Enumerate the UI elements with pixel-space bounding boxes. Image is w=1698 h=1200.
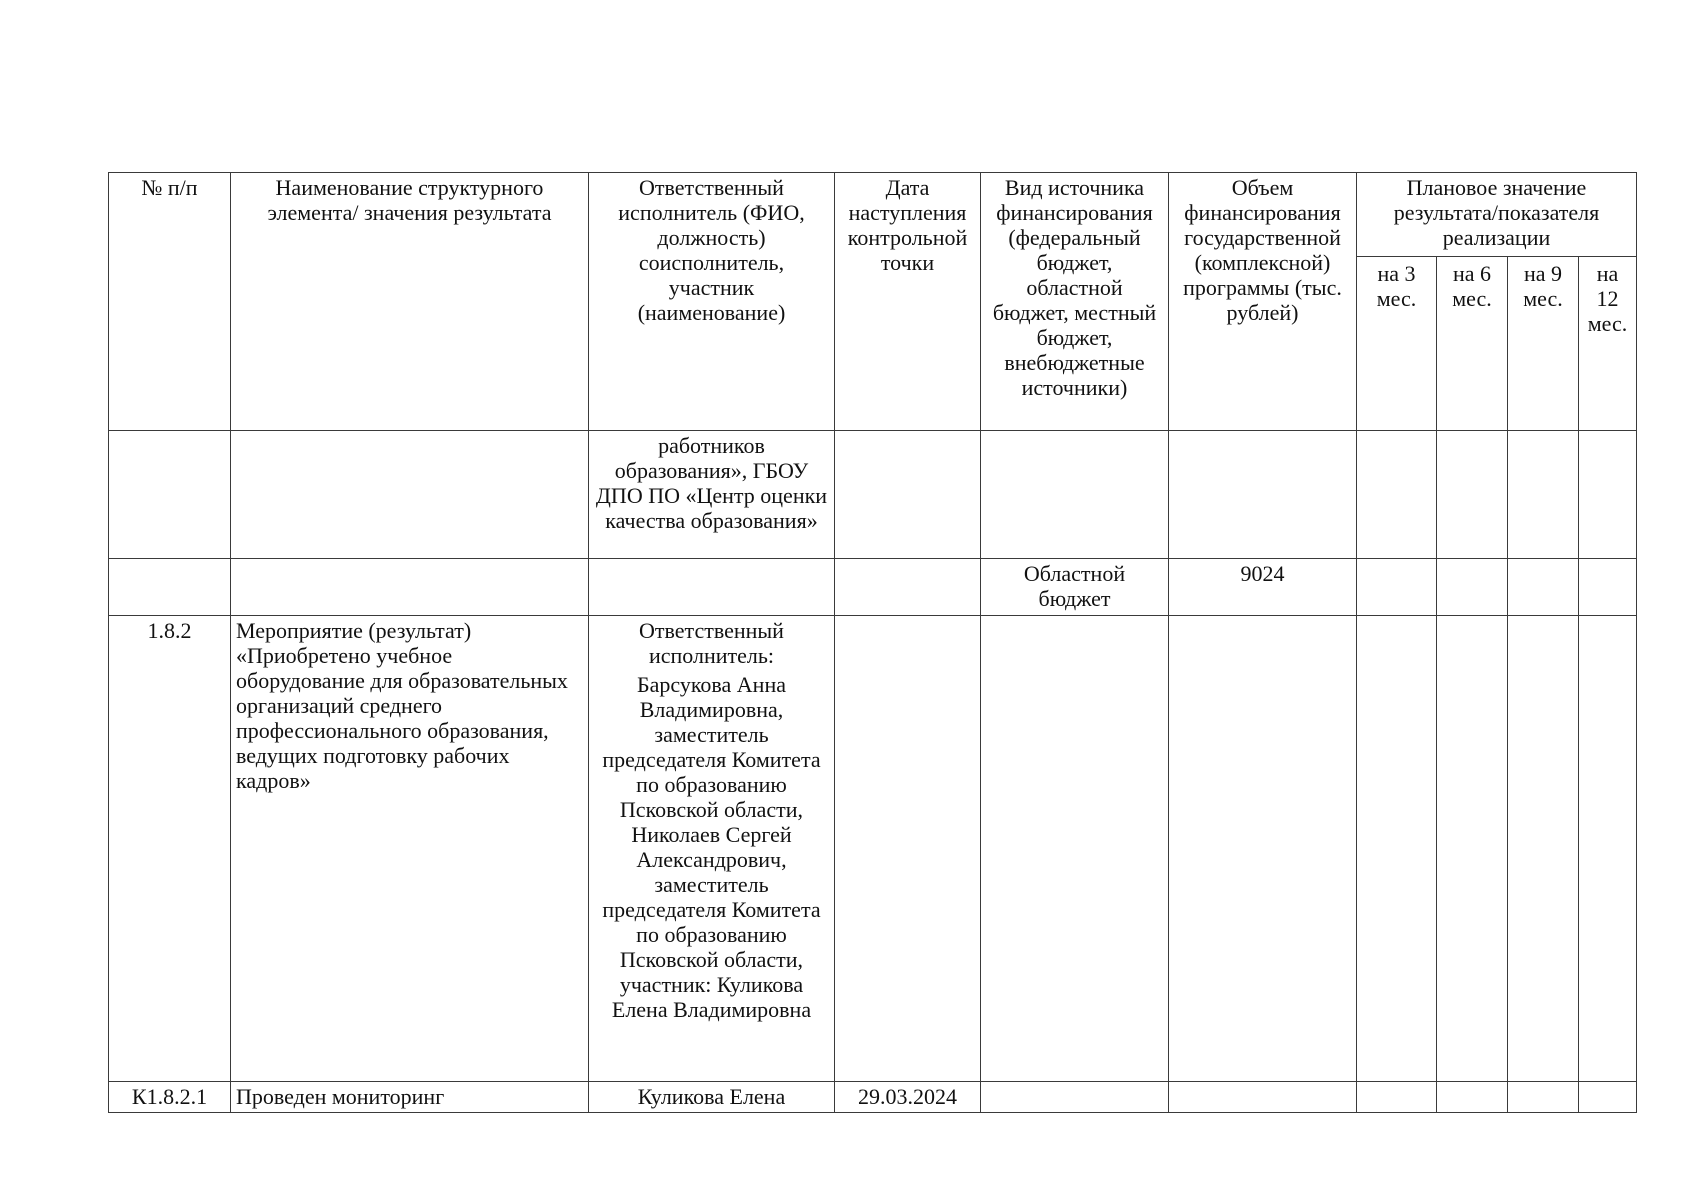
header-month-12: на 12 мес. [1579,257,1637,431]
header-responsible: Ответственный исполнитель (ФИО, должность) соисполнитель, участник (наименование) [589,173,835,431]
cell-num: К1.8.2.1 [109,1082,231,1113]
header-month-3: на 3 мес. [1357,257,1437,431]
header-row [109,173,1637,257]
cell-m12 [1579,559,1637,616]
cell-m12 [1579,616,1637,1082]
cell-m12 [1579,431,1637,559]
table-row [109,616,1637,1082]
header-num: № п/п [109,173,231,431]
cell-responsible: Куликова Елена [589,1082,835,1113]
cell-name: Проведен мониторинг [231,1082,589,1113]
header-date: Дата наступления контрольной точки [835,173,981,431]
cell-m6 [1437,431,1508,559]
cell-m6 [1437,616,1508,1082]
cell-m6 [1437,559,1508,616]
cell-volume [1169,1082,1357,1113]
header-month-9: на 9 мес. [1508,257,1579,431]
cell-volume [1169,616,1357,1082]
cell-m3 [1357,616,1437,1082]
cell-m6 [1437,1082,1508,1113]
table-row [109,431,1637,559]
cell-source [981,616,1169,1082]
cell-m3 [1357,1082,1437,1113]
cell-source: Областной бюджет [981,559,1169,616]
cell-date: 29.03.2024 [835,1082,981,1113]
header-source: Вид источника финансирования (федеральный бюджет, областной бюджет, местный бюджет, внебюджетные источники) [981,173,1169,431]
header-month-6: на 6 мес. [1437,257,1508,431]
header-name: Наименование структурного элемента/ значения результата [231,173,589,431]
header-planned: Плановое значение результата/показателя реализации [1357,173,1637,257]
cell-date [835,559,981,616]
cell-m9 [1508,616,1579,1082]
cell-date [835,431,981,559]
cell-date [835,616,981,1082]
cell-responsible: работников образования», ГБОУ ДПО ПО «Центр оценки качества образования» [589,431,835,559]
cell-num [109,559,231,616]
cell-num [109,431,231,559]
cell-m9 [1508,1082,1579,1113]
responsible-names: Барсукова Анна Владимировна, заместитель председателя Комитета по образованию Псковской области, Николаев Сергей Александрович, заместитель председателя Комитета по образованию Псковской области, участник: Куликова Елена Владимировна [602,672,821,1022]
cell-responsible [589,616,835,1082]
cell-source [981,1082,1169,1113]
cell-source [981,431,1169,559]
table-row [109,1082,1637,1113]
cell-m3 [1357,431,1437,559]
cell-num: 1.8.2 [109,616,231,1082]
cell-m9 [1508,431,1579,559]
cell-responsible [589,559,835,616]
cell-volume [1169,431,1357,559]
plan-table [108,172,1637,1113]
cell-m12 [1579,1082,1637,1113]
cell-m9 [1508,559,1579,616]
responsible-title: Ответственный исполнитель: [639,618,784,668]
cell-name [231,431,589,559]
cell-volume: 9024 [1169,559,1357,616]
cell-name: Мероприятие (результат) «Приобретено учебное оборудование для образовательных организаций среднего профессионального образования, ведущих подготовку рабочих кадров» [231,616,589,1082]
header-volume: Объем финансирования государственной (комплексной) программы (тыс. рублей) [1169,173,1357,431]
cell-name [231,559,589,616]
table-row [109,559,1637,616]
cell-m3 [1357,559,1437,616]
